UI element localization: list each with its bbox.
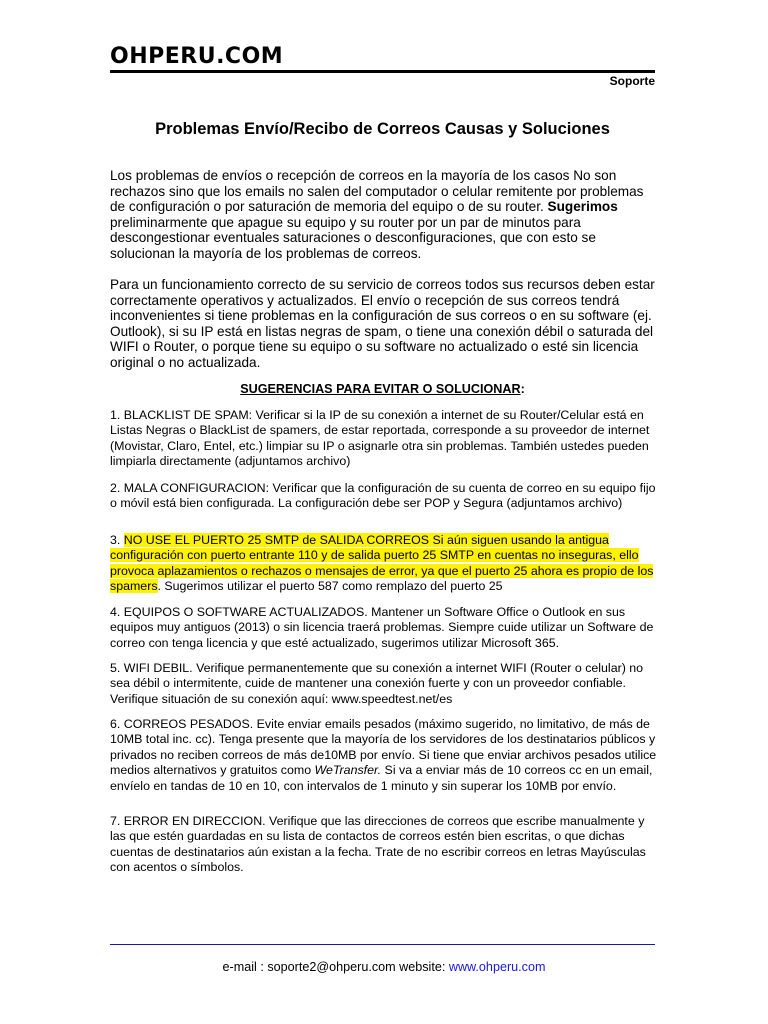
suggestions-heading — [110, 382, 655, 396]
item6-wetransfer: WeTransfer. — [314, 763, 382, 778]
suggestion-item-heavy-mail — [110, 717, 660, 794]
intro-paragraph-1 — [110, 168, 658, 261]
suggestion-item-config: 2. MALA CONFIGURACION: Verificar que la configuración de su cuenta de correo en su equipo fijo o móvil está bien configurada. La configuración debe ser POP y Segura (adjuntamos archivo) — [110, 481, 656, 511]
brand-name: OHPERU.COM — [110, 44, 284, 69]
intro-p1-bold: Sugerimos — [547, 199, 618, 214]
suggestions-heading-colon: : — [520, 382, 525, 396]
footer-contact — [110, 960, 658, 974]
website-link[interactable]: www.ohperu.com — [448, 960, 546, 974]
document-title: Problemas Envío/Recibo de Correos Causas y Soluciones — [155, 120, 610, 138]
item6-text-b: Si va a enviar más de 10 correos cc en un email, envíelo en tandas de 10 en 10, con intervalos de 1 minuto y sin superar los 10MB por envío. — [110, 763, 653, 793]
intro-p1-text-a: Los problemas de envíos o recepción de correos en la mayoría de los casos No son rechazos sino que los emails no salen del computador o celular remitente por problemas de configuración o por saturación de memoria del equipo o de su router. — [110, 168, 644, 214]
suggestion-item-software: 4. EQUIPOS O SOFTWARE ACTUALIZADOS. Mantener un Software Office o Outlook en sus equipos muy antiguos (2013) o sin licencia traerá problemas. Siempre cuide utilizar un Software de correo con tenga licencia y que esté actualizado, sugerimos utilizar Microsoft 365. — [110, 605, 654, 650]
header-divider — [110, 70, 655, 73]
section-label: Soporte — [609, 74, 655, 88]
suggestion-item-port25 — [110, 533, 660, 595]
intro-p1-text-b: preliminarmente que apague su equipo y su router por un par de minutos para descongestionar eventuales saturaciones o desconfiguraciones, que con esto se solucionan la mayoría de los problemas de correos. — [110, 214, 596, 261]
suggestion-item-blacklist: 1. BLACKLIST DE SPAM: Verificar si la IP de su conexión a internet de su Router/Celular está en Listas Negras o BlackList de spamers, de estar reportada, corresponde a su proveedor de internet (Movistar, Claro, Entel, etc.) limpiar su IP o asignarle otra sin problemas. También ustedes pueden limpiarla directamente (adjuntamos archivo) — [110, 408, 650, 469]
item3-highlighted-text: NO USE EL PUERTO 25 SMTP de SALIDA CORREOS Si aún siguen usando la antigua configuración con puerto entrante 110 y de salida puerto 25 SMTP en cuentas no inseguras, ello provoca aplazamientos o rechazos o mensajes de error, ya que el puerto 25 ahora es propio de los spamers — [110, 533, 654, 594]
suggestion-item-wifi: 5. WIFI DEBIL. Verifique permanentemente que su conexión a internet WIFI (Router o celular) no sea débil o intermitente, cuide de mantener una conexión fuerte y con un proveedor confiable. Verifique situación de su conexión aquí: www.speedtest.net/es — [110, 661, 644, 706]
footer-divider — [110, 944, 655, 945]
item3-prefix: 3. — [110, 533, 124, 547]
footer-email: e-mail : soporte2@ohperu.com website: — [222, 960, 449, 974]
suggestions-heading-text: SUGERENCIAS PARA EVITAR O SOLUCIONAR — [240, 382, 521, 396]
suggestion-item-address-error: 7. ERROR EN DIRECCION. Verifique que las direcciones de correos que escribe manualmente y las que estén guardadas en su lista de contactos de correos estén bien escritas, o que dichas cuentas de destinatarios aún existan a la fecha. Trate de no escribir correos en letras Mayúsculas con acentos o símbolos. — [110, 814, 646, 875]
intro-paragraph-2: Para un funcionamiento correcto de su servicio de correos todos sus recursos deben estar correctamente operativos y actualizados. El envío o recepción de sus correos tendrá inconvenientes si tiene problemas en la configuración de sus correos o en su software (ej. Outlook), si su IP está en listas negras de spam, o tiene una conexión débil o saturada del WIFI o Router, o porque tiene su equipo o su software no actualizado o esté sin licencia original o no actualizada. — [110, 277, 655, 370]
item3-rest: . Sugerimos utilizar el puerto 587 como remplazo del puerto 25 — [157, 579, 503, 594]
item6-text-a: 6. CORREOS PESADOS. Evite enviar emails pesados (máximo sugerido, no limitativo, de más de 10MB total inc. cc). Tenga presente que la mayoría de los servidores de los destinatarios públicos y privados no reciben correos de más de10MB por envío. Si tiene que enviar archivos pesados utilice medios alternativos y gratuitos como — [110, 717, 657, 778]
